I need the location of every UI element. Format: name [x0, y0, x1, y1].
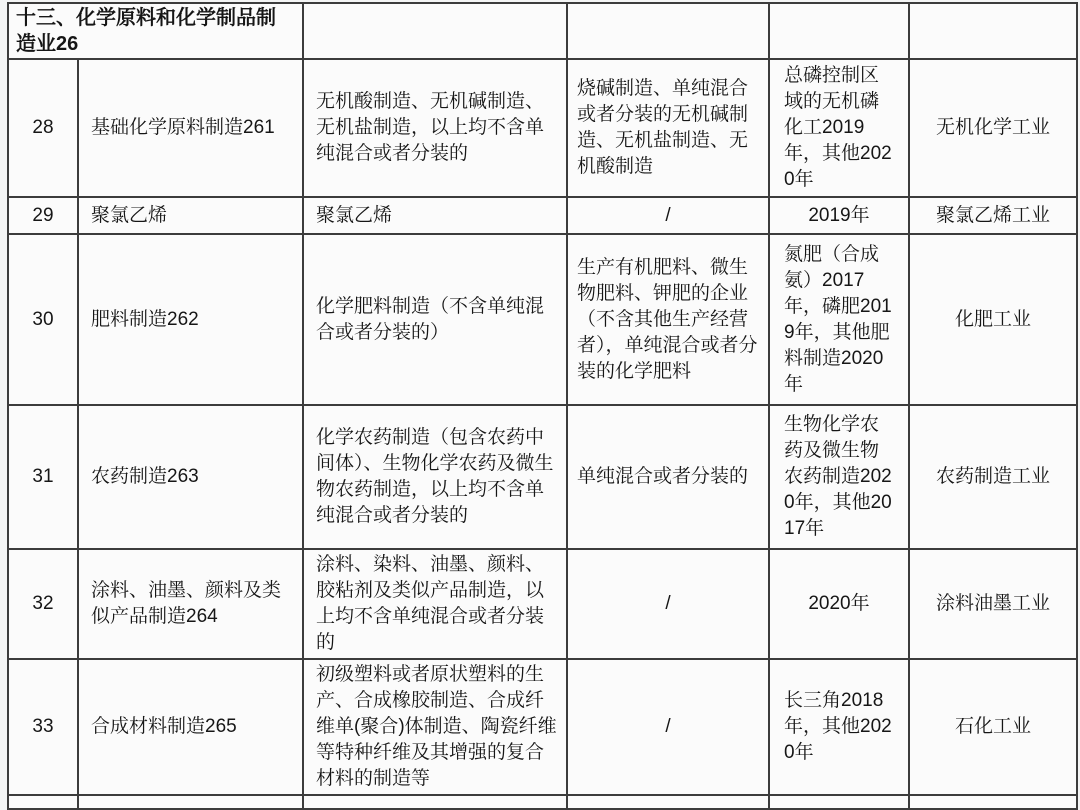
cell-industry-category: 涂料、油墨、颜料及类似产品制造264	[78, 549, 303, 659]
cell-simplified-scope: 单纯混合或者分装的	[567, 405, 769, 549]
cell-implementation-year: 2020年	[769, 549, 909, 659]
table-row-cutoff	[8, 795, 1077, 809]
empty-cell	[769, 795, 909, 809]
table-row	[8, 549, 1077, 659]
header-empty-cell	[303, 3, 567, 59]
section-title: 十三、化学原料和化学制品制造业26	[8, 3, 303, 59]
cell-industry-category: 肥料制造262	[78, 234, 303, 405]
table-row	[8, 659, 1077, 795]
cell-industry-category: 聚氯乙烯	[78, 197, 303, 234]
table-row	[8, 59, 1077, 197]
header-empty-cell	[769, 3, 909, 59]
cell-key-management-scope: 聚氯乙烯	[303, 197, 567, 234]
cell-industry-sector: 涂料油墨工业	[909, 549, 1077, 659]
cell-simplified-scope: /	[567, 549, 769, 659]
cell-key-management-scope: 无机酸制造、无机碱制造、无机盐制造，以上均不含单纯混合或者分装的	[303, 59, 567, 197]
header-empty-cell	[567, 3, 769, 59]
cell-key-management-scope: 化学农药制造（包含农药中间体）、生物化学农药及微生物农药制造，以上均不含单纯混合或者分装的	[303, 405, 567, 549]
empty-cell	[909, 795, 1077, 809]
cell-industry-category: 基础化学原料制造261	[78, 59, 303, 197]
cell-industry-sector: 化肥工业	[909, 234, 1077, 405]
cell-implementation-year: 生物化学农药及微生物农药制造2020年，其他2017年	[769, 405, 909, 549]
document-sheet	[7, 2, 1076, 810]
empty-cell	[78, 795, 303, 809]
table-row	[8, 197, 1077, 234]
cell-implementation-year: 总磷控制区域的无机磷化工2019年，其他2020年	[769, 59, 909, 197]
cell-serial-number: 28	[8, 59, 78, 197]
section-header-row	[8, 3, 1077, 59]
empty-cell	[8, 795, 78, 809]
cell-implementation-year: 长三角2018年，其他2020年	[769, 659, 909, 795]
industry-classification-table	[7, 2, 1078, 810]
cell-simplified-scope: 生产有机肥料、微生物肥料、钾肥的企业（不含其他生产经营者），单纯混合或者分装的化学肥料	[567, 234, 769, 405]
cell-key-management-scope: 初级塑料或者原状塑料的生产、合成橡胶制造、合成纤维单(聚合)体制造、陶瓷纤维等特种纤维及其增强的复合材料的制造等	[303, 659, 567, 795]
cell-industry-sector: 石化工业	[909, 659, 1077, 795]
empty-cell	[567, 795, 769, 809]
empty-cell	[303, 795, 567, 809]
table-row	[8, 405, 1077, 549]
table-row	[8, 234, 1077, 405]
cell-implementation-year: 2019年	[769, 197, 909, 234]
cell-serial-number: 29	[8, 197, 78, 234]
cell-serial-number: 31	[8, 405, 78, 549]
cell-industry-sector: 农药制造工业	[909, 405, 1077, 549]
cell-industry-sector: 无机化学工业	[909, 59, 1077, 197]
cell-serial-number: 33	[8, 659, 78, 795]
cell-industry-category: 农药制造263	[78, 405, 303, 549]
cell-simplified-scope: 烧碱制造、单纯混合或者分装的无机碱制造、无机盐制造、无机酸制造	[567, 59, 769, 197]
cell-serial-number: 32	[8, 549, 78, 659]
cell-industry-sector: 聚氯乙烯工业	[909, 197, 1077, 234]
cell-implementation-year: 氮肥（合成氨）2017年，磷肥2019年，其他肥料制造2020年	[769, 234, 909, 405]
cell-industry-category: 合成材料制造265	[78, 659, 303, 795]
cell-key-management-scope: 涂料、染料、油墨、颜料、胶粘剂及类似产品制造，以上均不含单纯混合或者分装的	[303, 549, 567, 659]
cell-key-management-scope: 化学肥料制造（不含单纯混合或者分装的）	[303, 234, 567, 405]
cell-simplified-scope: /	[567, 659, 769, 795]
cell-serial-number: 30	[8, 234, 78, 405]
cell-simplified-scope: /	[567, 197, 769, 234]
header-empty-cell	[909, 3, 1077, 59]
